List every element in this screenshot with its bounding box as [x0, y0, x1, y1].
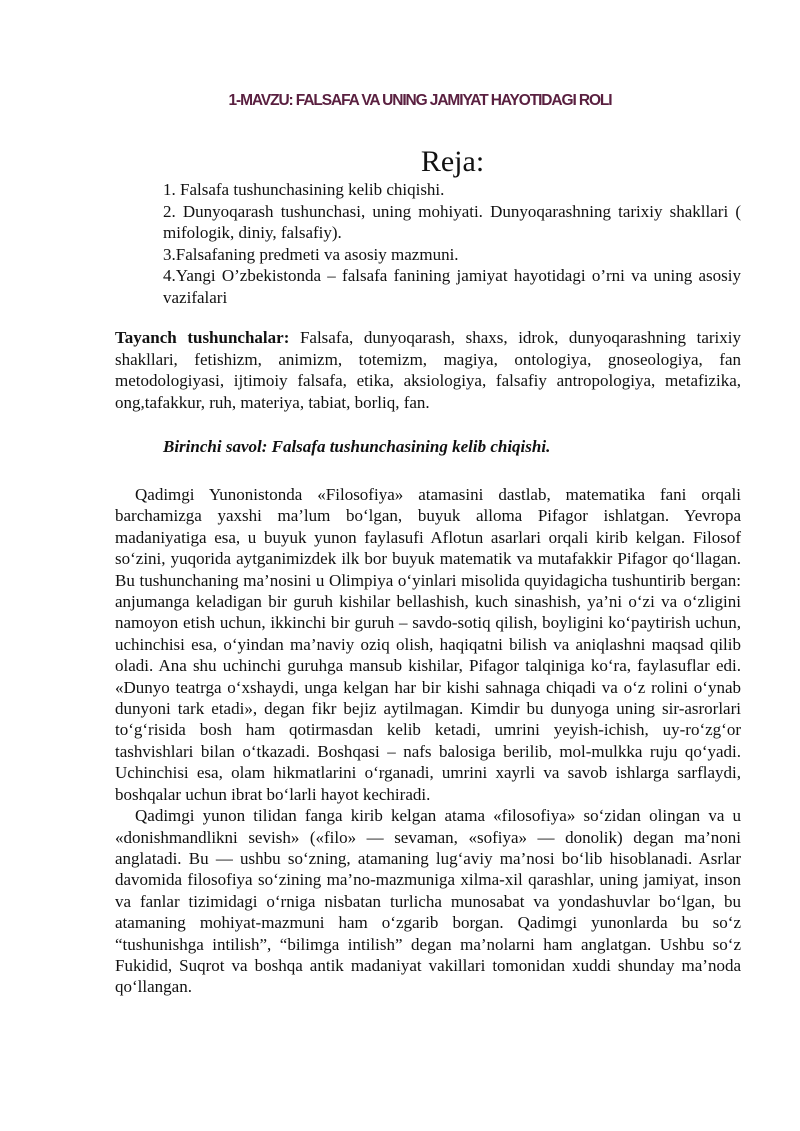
- plan-heading: Reja:: [420, 145, 485, 178]
- paragraph-1: Qadimgi Yunonistonda «Filosofiya» atamasini dastlab, matematika fani orqali barchamizga yaxshi ma’lum bo‘lgan, buyuk alloma Pifagor ishlatgan. Yevropa madaniyatiga esa, u buyuk yunon faylasufi Aflotun asarlari orqali kirib kelgan. Filosof so‘zini, yuqorida aytganimizdek ilk bor buyuk matematik va mutafakkir Pifagor qo‘llagan. Bu tushunchaning ma’nosini u Olimpiya o‘yinlari misolida quyidagicha tushuntirib bergan: anjumanga keladigan bir guruh kishilar bellashish, kuch sinashish, ya’ni o‘zi va o‘zligini namoyon etish uchun, ikkinchi bir guruh – savdo-sotiq qilish, boyligini ko‘paytirish uchun, uchinchisi esa, o‘yindan ma’naviy oziq olish, haqiqatni bilish va aniqlashni maqsad qilib oladi. Ana shu uchinchi guruhga mansub kishilar, Pifagor talqiniga ko‘ra, faylasuflar edi. «Dunyo teatrga o‘xshaydi, unga kelgan har bir kishi sahnaga chiqadi va o‘z rolini o‘ynab dunyoni tark etadi», degan fikr bejiz aytilmagan. Kimdir bu dunyoga uning sir-asrorlari to‘g‘risida bosh ham qotirmasdan kelib ketadi, umrini yeyish-ichish, uy-ro‘zg‘or tashvishlari bilan o‘tkazadi. Boshqasi – nafs balosiga berilib, mol-mulkka ruju qo‘yadi. Uchinchisi esa, olam hikmatlarini o‘rganadi, umrini xayrli va savob ishlarga sarflaydi, boshqalar uchun ibrat bo‘larli hayot kechiradi.: [115, 485, 741, 804]
- paragraph-2: Qadimgi yunon tilidan fanga kirib kelgan atama «filosofiya» so‘zidan olingan va u «donishmandlikni sevish» («filo» — sevaman, «sofiya» — donolik) degan ma’noni anglatadi. Bu — ushbu so‘zning, atamaning lug‘aviy ma’nosi bo‘lib hisoblanadi. Asrlar davomida filosofiya so‘zining ma’no-mazmuniga xilma-xil qarashlar, uning jamiyat, inson va fanlar tizimidagi o‘rniga nisbatan turlicha munosabat va yondashuvlar bo‘lgan, bu atamaning mohiyat-mazmuni ham o‘zgarib borgan. Qadimgi yunonlarda bu so‘z “tushunishga intilish”, “bilimga intilish” degan ma’nolarni ham anglatgan. Ushbu so‘z Fukidid, Suqrot va boshqa antik madaniyat vakillari tomonidan xuddi shunday ma’noda qo‘llangan.: [115, 806, 741, 997]
- section-heading: Birinchi savol: Falsafa tushunchasining kelib chiqishi.: [163, 437, 551, 456]
- body-text: [115, 484, 741, 998]
- plan-item-4: 4.Yangi O’zbekistonda – falsafa fanining jamiyat hayotidagi o’rni va uning asosiy vazifalari: [163, 266, 741, 307]
- topic-title: 1-MAVZU: FALSAFA VA UNING JAMIYAT HAYOTIDAGI ROLI: [228, 92, 612, 109]
- key-concepts-label: Tayanch tushunchalar:: [115, 328, 290, 347]
- plan-item-2: 2. Dunyoqarash tushunchasi, uning mohiyati. Dunyoqarashning tarixiy shakllari ( mifologik, diniy, falsafiy).: [163, 201, 741, 242]
- plan-item-1: 1. Falsafa tushunchasining kelib chiqishi.: [163, 180, 445, 199]
- plan-list: [163, 179, 741, 308]
- plan-item-3: 3.Falsafaning predmeti va asosiy mazmuni.: [163, 244, 459, 264]
- key-concepts: [115, 327, 741, 413]
- key-concepts-text: Falsafa, dunyoqarash, shaxs, idrok, dunyoqarashning tarixiy shakllari, fetishizm, animizm, totemizm, magiya, ontologiya, gnoseologiya, fan metodologiyasi, ijtimoiy falsafa, etika, aksiologiya, falsafiy antropologiya, metafizika, ong,tafakkur, ruh, materiya, tabiat, borliq, fan.: [115, 328, 741, 412]
